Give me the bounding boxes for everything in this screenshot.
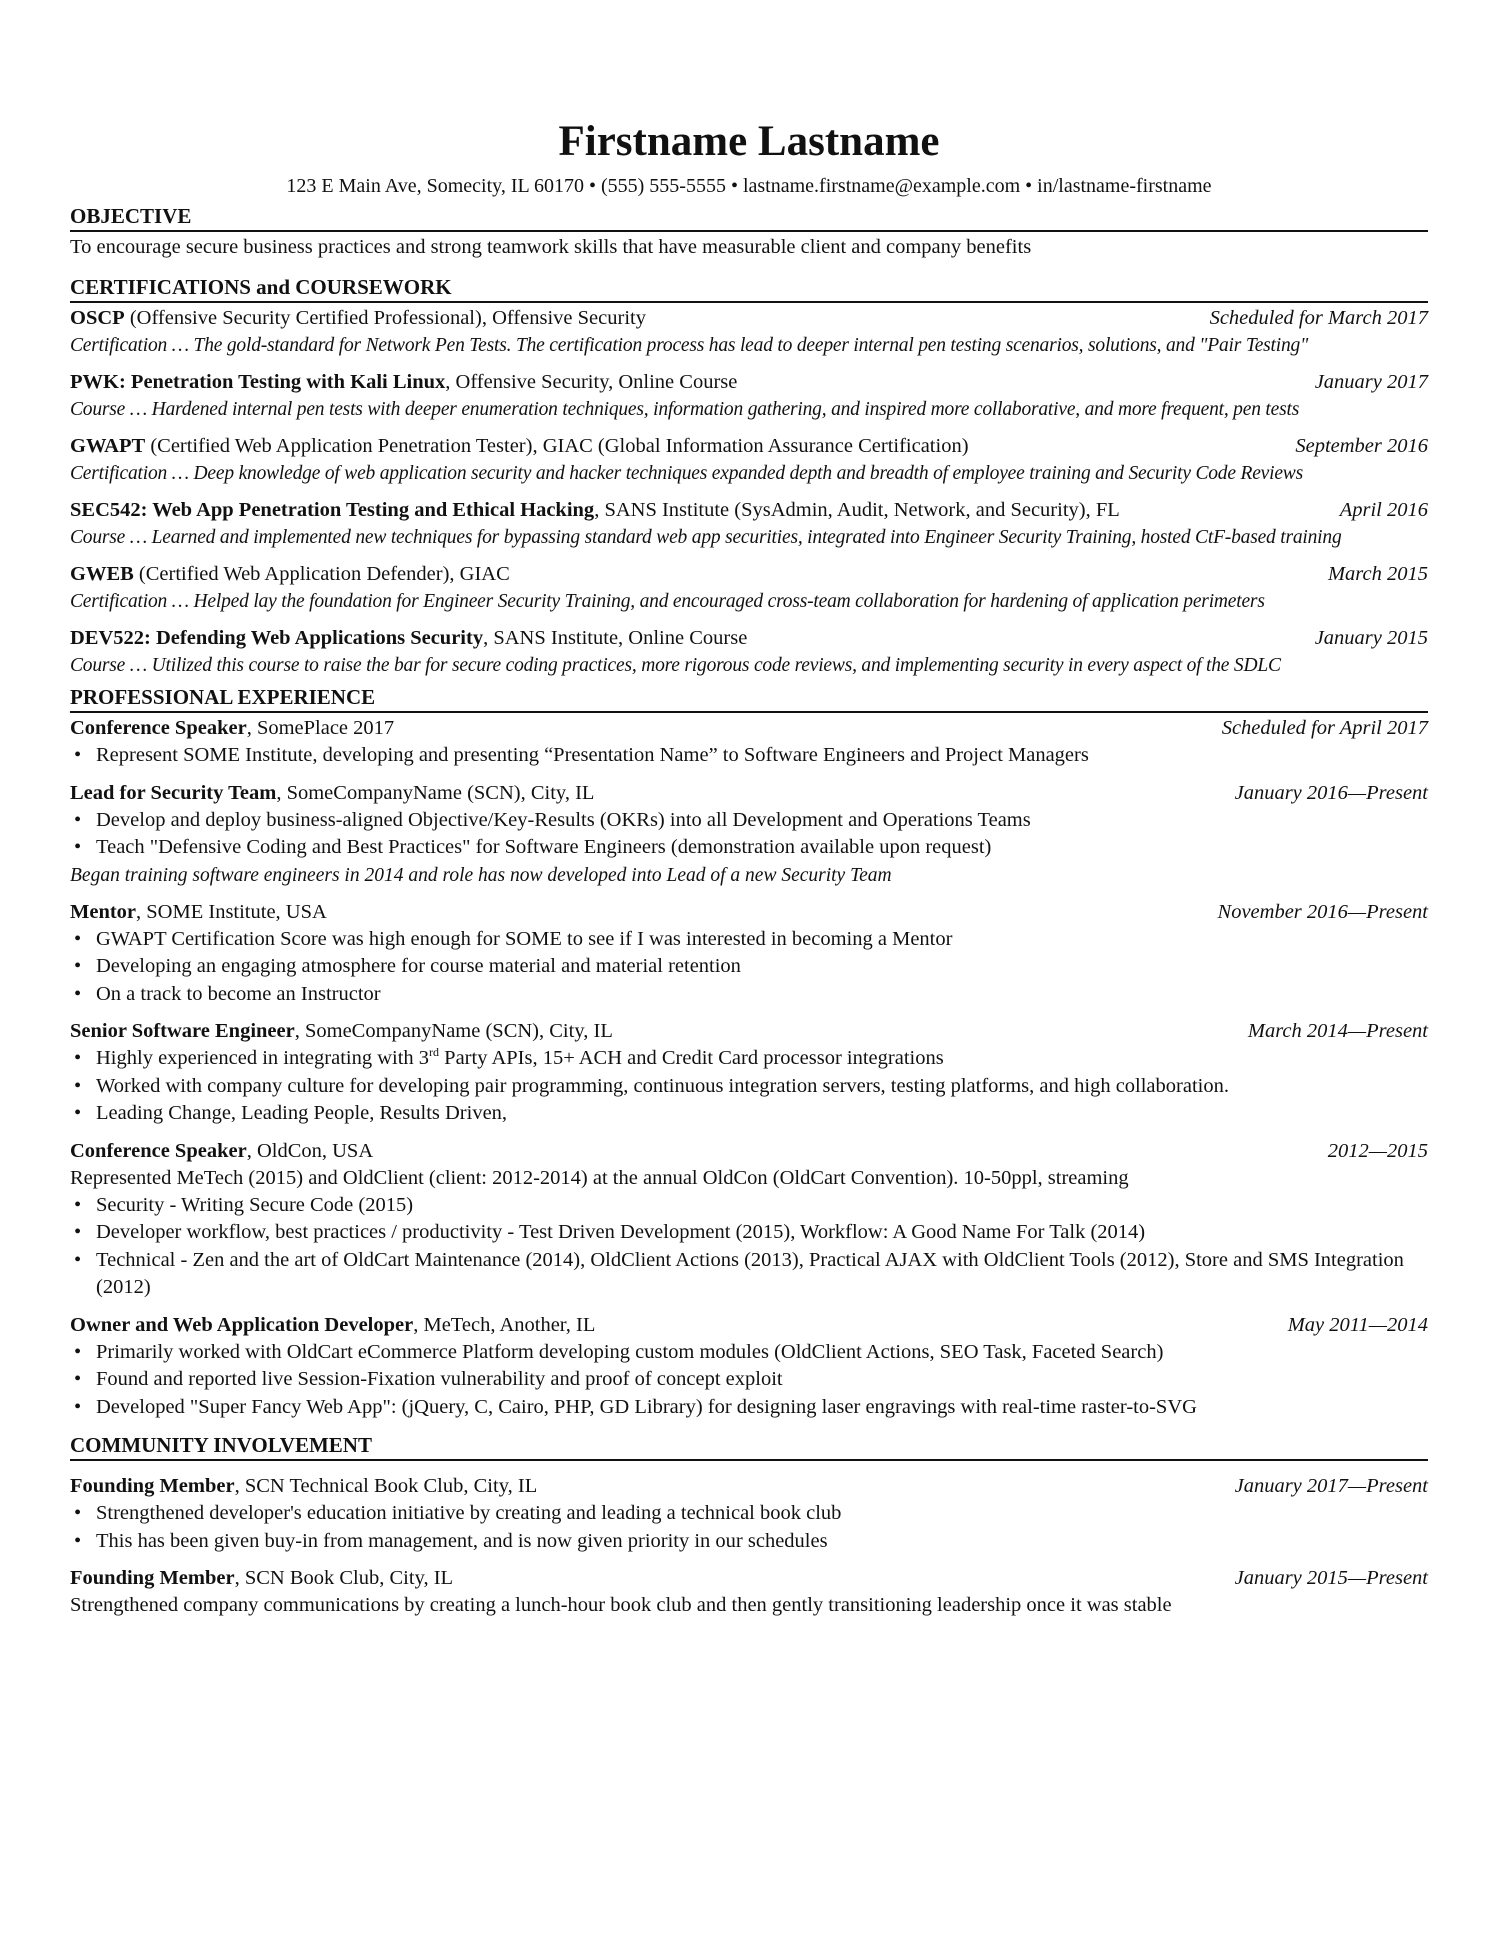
bullet-list [70,1500,1428,1555]
cert-name: GWEB [70,563,134,585]
job-date: January 2016—Present [1234,781,1428,804]
bullet-item: • Technical - Zen and the art of OldCart Maintenance (2014), OldClient Actions (2013), Practical AJAX with OldClient Tools (2012), Store and SMS Integration (2012) [70,1247,1428,1302]
cert-name: DEV522: Defending Web Applications Security [70,627,484,649]
job-role: Lead for Security Team [70,781,277,804]
cert-detail: , Offensive Security, Online Course [445,371,738,393]
cert-date: April 2016 [1339,499,1428,521]
cert-detail: (Certified Web Application Defender), GIAC [133,563,510,585]
bullet-item: • This has been given buy-in from management, and is now given priority in our schedules [70,1528,1428,1556]
job-org: , MeTech, Another, IL [413,1313,596,1336]
section-heading: CERTIFICATIONS and COURSEWORK [70,275,1428,303]
section-heading: OBJECTIVE [70,204,1428,232]
cert-entry [70,625,1428,679]
community-org: , SCN Technical Book Club, City, IL [234,1475,538,1497]
cert-description: Certification … Helped lay the foundation for Engineer Security Training, and encouraged cross-team collaboration for hardening of application perimeters [70,591,1265,612]
bullet-item: • Develop and deploy business-aligned Objective/Key-Results (OKRs) into all Development and Operations Teams [70,807,1428,835]
cert-entry [70,433,1428,487]
cert-entry [70,561,1428,615]
job-date: November 2016—Present [1217,900,1428,923]
cert-entry [70,497,1428,551]
cert-date: September 2016 [1295,435,1428,457]
job-note: Began training software engineers in 2014 and role has now developed into Lead of a new Security Team [70,864,892,886]
job-entry [70,1138,1428,1302]
cert-description: Course … Learned and implemented new techniques for bypassing standard web app securities, integrated into Engineer Security Training, hosted CtF-based training [70,527,1342,548]
section-heading: PROFESSIONAL EXPERIENCE [70,685,1428,713]
cert-entry [70,305,1428,359]
job-entry [70,899,1428,1009]
job-date: Scheduled for April 2017 [1221,717,1428,739]
cert-name: GWAPT [70,435,146,457]
cert-name: OSCP [70,307,125,329]
section-heading: COMMUNITY INVOLVEMENT [70,1433,1428,1461]
bullet-item: • Primarily worked with OldCart eCommerce Platform developing custom modules (OldClient Actions, SEO Task, Faceted Search) [70,1339,1428,1367]
community-section [70,1433,1428,1619]
cert-name: PWK: Penetration Testing with Kali Linux [70,371,446,393]
job-role: Mentor [70,900,137,923]
cert-date: January 2015 [1314,627,1428,649]
cert-description: Course … Utilized this course to raise the bar for secure coding practices, more rigorous code reviews, and implementing security in every aspect of the SDLC [70,655,1281,676]
job-org: , SomeCompanyName (SCN), City, IL [276,781,595,804]
job-entry [70,1018,1428,1128]
cert-detail: , SANS Institute (SysAdmin, Audit, Network, and Security), FL [594,499,1120,521]
bullet-item: • Security - Writing Secure Code (2015) [70,1192,1428,1220]
cert-detail: , SANS Institute, Online Course [483,627,748,649]
job-role: Conference Speaker [70,717,247,739]
bullet-item: • Developer workflow, best practices / productivity - Test Driven Development (2015), Workflow: A Good Name For Talk (2014) [70,1219,1428,1247]
job-org: , SomePlace 2017 [246,717,395,739]
job-date: March 2014—Present [1247,1020,1428,1042]
job-entry [70,780,1428,889]
job-entry [70,1312,1428,1422]
contact-line: 123 E Main Ave, Somecity, IL 60170 • (555) 555-5555 • lastname.firstname@example.com • in/lastname-firstname [286,175,1212,197]
bullet-item: • Represent SOME Institute, developing and presenting “Presentation Name” to Software Engineers and Project Managers [70,742,1428,770]
objective-text: To encourage secure business practices and strong teamwork skills that have measurable client and company benefits [70,236,1032,258]
bullet-list [70,742,1428,770]
bullet-item: • Teach "Defensive Coding and Best Practices" for Software Engineers (demonstration available upon request) [70,834,1428,862]
job-role: Senior Software Engineer [70,1020,295,1042]
job-intro: Represented MeTech (2015) and OldClient (client: 2012-2014) at the annual OldCon (OldCart Convention). 10-50ppl, streaming [70,1166,1129,1189]
bullet-list [70,1045,1428,1128]
bullet-item: • GWAPT Certification Score was high enough for SOME to see if I was interested in becoming a Mentor [70,926,1428,954]
job-entry [70,715,1428,770]
community-date: January 2015—Present [1234,1567,1428,1589]
job-org: , SOME Institute, USA [136,900,327,923]
cert-name: SEC542: Web App Penetration Testing and Ethical Hacking [70,499,595,521]
job-org: , SomeCompanyName (SCN), City, IL [294,1020,613,1042]
cert-entry [70,369,1428,423]
cert-date: March 2015 [1327,563,1428,585]
experience-section [70,685,1428,1421]
bullet-list [70,807,1428,862]
community-role: Founding Member [70,1475,235,1497]
job-date: 2012—2015 [1327,1139,1428,1162]
bullet-item: • On a track to become an Instructor [70,981,1428,1009]
community-role: Founding Member [70,1567,235,1589]
bullet-item: • Worked with company culture for developing pair programming, continuous integration servers, testing platforms, and high collaboration. [70,1073,1428,1101]
community-org: , SCN Book Club, City, IL [234,1567,454,1589]
cert-detail: (Certified Web Application Penetration Tester), GIAC (Global Information Assurance Certification) [145,435,969,457]
cert-detail: (Offensive Security Certified Professional), Offensive Security [124,307,646,329]
cert-description: Course … Hardened internal pen tests with deeper enumeration techniques, information gathering, and inspired more collaborative, and more frequent, pen tests [70,399,1300,420]
community-entry [70,1565,1428,1619]
bullet-list [70,926,1428,1009]
job-role: Conference Speaker [70,1139,247,1162]
objective-section [70,204,1428,261]
bullet-item: • Strengthened developer's education initiative by creating and leading a technical book club [70,1500,1428,1528]
bullet-list [70,1339,1428,1422]
bullet-item: • Developed "Super Fancy Web App": (jQuery, C, Cairo, PHP, GD Library) for designing laser engravings with real-time raster-to-SVG [70,1394,1428,1422]
community-text: Strengthened company communications by creating a lunch-hour book club and then gently transitioning leadership once it was stable [70,1594,1172,1616]
cert-description: Certification … Deep knowledge of web application security and hacker techniques expanded depth and breadth of employee training and Security Code Reviews [70,463,1303,484]
bullet-item: • Leading Change, Leading People, Results Driven, [70,1100,1428,1128]
job-role: Owner and Web Application Developer [70,1313,414,1336]
community-entry [70,1473,1428,1555]
cert-description: Certification … The gold-standard for Network Pen Tests. The certification process has lead to deeper internal pen testing scenarios, solutions, and "Pair Testing" [70,335,1309,356]
resume-page [70,118,1428,1619]
job-org: , OldCon, USA [246,1139,374,1162]
certifications-section [70,275,1428,679]
resume-name: Firstname Lastname [558,118,940,165]
cert-date: Scheduled for March 2017 [1209,307,1428,329]
bullet-list [70,1192,1428,1302]
bullet-item: • Highly experienced in integrating with 3rd Party APIs, 15+ ACH and Credit Card processor integrations [70,1045,1428,1073]
cert-date: January 2017 [1314,371,1428,393]
community-date: January 2017—Present [1234,1475,1428,1497]
job-date: May 2011—2014 [1287,1313,1428,1336]
bullet-item: • Found and reported live Session-Fixation vulnerability and proof of concept exploit [70,1366,1428,1394]
bullet-item: • Developing an engaging atmosphere for course material and material retention [70,953,1428,981]
